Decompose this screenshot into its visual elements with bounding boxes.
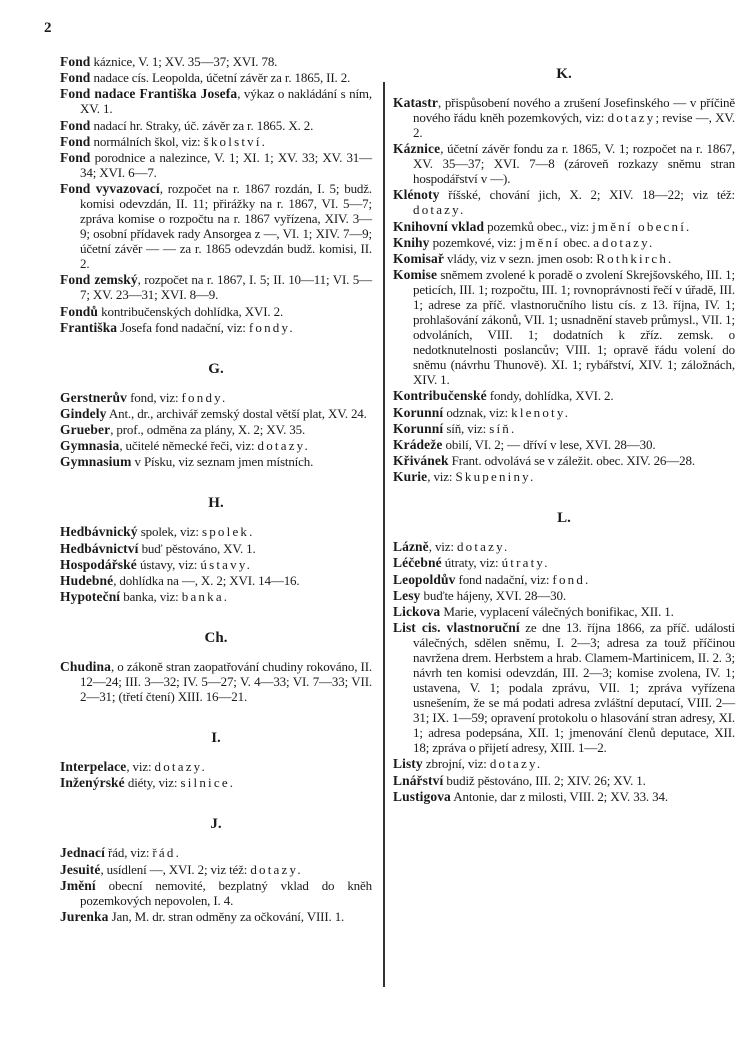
cross-reference: jmění (519, 234, 561, 250)
index-entry (60, 524, 372, 539)
entry-headword: Fond (60, 117, 91, 133)
entry-headword: Hospodářské (60, 556, 137, 572)
index-entry (393, 95, 735, 140)
entry-headword: Fond (60, 133, 91, 149)
cross-reference: Skupeniny. (455, 469, 536, 485)
entry-headword: Křivánek (393, 453, 449, 469)
cross-reference: banka. (181, 589, 230, 605)
index-entry (393, 555, 735, 570)
index-entry (393, 235, 735, 250)
index-entry (60, 845, 372, 860)
index-entry (60, 86, 372, 116)
index-entry (60, 304, 372, 319)
index-entry (60, 454, 372, 469)
entry-text: Ant., dr., archivář zemský dostal větší plat, XV. 24. (106, 405, 367, 421)
entry-headword: Kontribučenské (393, 388, 487, 404)
entry-text: řád, viz: (104, 845, 153, 861)
cross-reference: dotazy. (413, 202, 466, 218)
entry-text: síň, viz: (443, 420, 490, 436)
cross-reference: dotazy. (250, 861, 303, 877)
section-letter-heading: G. (208, 360, 224, 377)
cross-reference: školství. (203, 133, 268, 149)
entry-text: Frant. odvolává se v záležit. obec. XIV. 26—28. (448, 453, 695, 469)
entry-text: , účetní závěr fondu za r. 1865, V. 1; rozpočet na r. 1867, XV. 35—37; XVI. 7—8 (zároveň rozkazy sněmu stran hospodářství v —). (413, 141, 735, 187)
entry-headword: Léčebné (393, 555, 442, 571)
section-letter-heading: H. (208, 495, 224, 512)
entry-headword: Hypoteční (60, 589, 121, 605)
entry-text: , viz: (126, 759, 155, 775)
entry-text: , usídlení —, XVI. 2; viz též: (100, 861, 251, 877)
cross-reference: jmění obecní. (592, 218, 692, 234)
entry-text: normálních škol, viz: (90, 133, 204, 149)
cross-reference: útraty. (501, 555, 550, 571)
entry-text: diéty, viz: (124, 775, 181, 791)
entry-headword: Jednací (60, 845, 105, 861)
entry-headword: Krádeže (393, 436, 443, 452)
index-section (60, 816, 372, 924)
index-section (60, 730, 372, 790)
index-entry (60, 181, 372, 271)
index-entry (60, 272, 372, 302)
entry-text: fond, viz: (126, 389, 182, 405)
cross-reference: dotazy. (456, 539, 510, 555)
entry-headword: Knihy (393, 234, 430, 250)
index-entry (393, 572, 735, 587)
entry-headword: Fond (60, 70, 91, 86)
section-letter-heading: L. (557, 510, 571, 527)
entry-headword: Chudina (60, 659, 111, 675)
index-entry (60, 589, 372, 604)
entry-text: , učitelé německé řeči, viz: (119, 438, 258, 454)
entry-text: káznice, V. 1; XV. 35—37; XVI. 78. (90, 54, 278, 69)
entry-headword: Lesy (393, 587, 421, 603)
entry-text: útraty, viz: (441, 555, 502, 571)
cross-reference: síň. (489, 420, 517, 436)
entry-text: fond nadační, viz: (455, 571, 553, 587)
index-section (60, 361, 372, 470)
cross-reference: dotazy. (489, 756, 543, 772)
index-entry (60, 134, 372, 149)
index-entry (60, 150, 372, 180)
entry-headword: Lustigova (393, 788, 451, 804)
entry-text: obecní nemovité, bezplatný vklad do kněh pozemkových nepovolen, I. 4. (80, 877, 372, 908)
entry-text: porodnice a nalezince, V. 1; XI. 1; XV. 33; XV. 31—34; XVI. 6—7. (80, 149, 372, 180)
index-entry (60, 775, 372, 790)
cross-reference: dotazy. (154, 759, 207, 775)
index-entry (393, 539, 735, 554)
entry-headword: Grueber (60, 422, 111, 438)
entry-headword: Korunní (393, 420, 444, 436)
entry-headword: Klénoty (393, 187, 440, 203)
entry-text: Jan, M. dr. stran odměny za očkování, VIII. 1. (108, 908, 345, 924)
entry-text: Antonie, dar z milosti, VIII. 2; XV. 33. 34. (450, 788, 668, 804)
entry-text: nadací hr. Straky, úč. závěr za r. 1865. X. 2. (90, 117, 314, 133)
index-section (393, 66, 735, 484)
entry-text: ústavy, viz: (136, 556, 201, 572)
entry-headword: Lázně (393, 539, 429, 555)
entry-headword: Gindely (60, 405, 107, 421)
entry-headword: Katastr (393, 95, 438, 110)
entry-text: říšské, chování jich, X. 2; XIV. 18—22; viz též: (439, 187, 735, 203)
index-entry (393, 187, 735, 217)
entry-text: kontribučenských dohlídka, XVI. 2. (98, 303, 284, 319)
index-entry (393, 789, 735, 804)
entry-text: Josefa fond nadační, viz: (117, 319, 249, 335)
entry-headword: Gymnasium (60, 454, 132, 470)
entry-headword: Fond zemský (60, 272, 138, 288)
column-divider (383, 82, 385, 987)
index-entry (393, 453, 735, 468)
cross-reference: fondy. (248, 319, 295, 335)
index-entry (60, 54, 372, 69)
entry-text: , přispůsobení nového a zrušení Josefinského — v příčině nového řádu kněh pozemkových, viz: (413, 95, 735, 125)
entry-text: obec. a (560, 234, 602, 250)
entry-headword: Fond (60, 54, 91, 69)
entry-headword: Inženýrské (60, 775, 125, 791)
entry-text: , rozpočet na r. 1867, I. 5; II. 10—11; VI. 5—7; XV. 23—31; XVI. 8—9. (80, 272, 372, 303)
entry-headword: Komisař (393, 250, 444, 266)
cross-reference: dotazy. (601, 234, 655, 250)
index-entry (60, 862, 372, 877)
index-entry (60, 390, 372, 405)
entry-headword: Fondů (60, 303, 99, 319)
entry-text: , viz: (427, 469, 456, 485)
entry-headword: Hedbávnictví (60, 540, 139, 556)
index-entry (60, 659, 372, 704)
index-entry (393, 756, 735, 771)
cross-reference: silnice. (180, 775, 236, 791)
section-letter-heading: I. (211, 730, 221, 747)
index-entry (60, 557, 372, 572)
entry-text: v Písku, viz seznam jmen místních. (131, 454, 314, 470)
entry-headword: Kurie (393, 469, 428, 485)
index-entry (393, 388, 735, 403)
index-section (60, 630, 372, 704)
cross-reference: dotazy. (257, 438, 310, 454)
entry-text: , prof., odměna za plány, X. 2; XV. 35. (110, 422, 306, 438)
entry-headword: Listy (393, 756, 423, 772)
entry-headword: Gerstnerův (60, 389, 127, 405)
entry-text: spolek, viz: (137, 524, 202, 540)
entry-text: fondy, dohlídka, XVI. 2. (486, 388, 614, 404)
cross-reference: klenoty. (511, 404, 571, 420)
index-section (60, 495, 372, 604)
entry-text: sněmem zvolené k poradě o zvolení Skrejšovského, III. 1; peticích, III. 1; rozpočtu, III. 1; rovnoprávnosti řečí v úřadě, III. 1; adrese za příč. vlastnoručního listu cís. z 13. října, IV. 1; prohlašování zákonů, VII. 1; usnadnění staveb průmysl., VII. 1; odvoláních, VIII. 1; dodatních k zříz. zemsk. o nedotknutelnosti poslancův; VIII. 1; opravě řádu volení do sněmu (návrhu Thunově). XI. 1; rybářství, XIV. 1; záložnách, XIV. 1. (413, 267, 735, 388)
index-entry (393, 469, 735, 484)
entry-headword: Fond nadace Františka Josefa (60, 86, 238, 102)
section-letter-heading: Ch. (204, 630, 228, 647)
entry-headword: Káznice (393, 141, 441, 157)
index-entry (60, 320, 372, 335)
index-entry (60, 759, 372, 774)
entry-headword: Fond (60, 149, 91, 165)
index-entry (393, 604, 735, 619)
entry-headword: Gymnasia (60, 438, 120, 454)
entry-headword: Františka (60, 319, 118, 335)
index-section (393, 510, 735, 804)
entry-headword: Knihovní vklad (393, 218, 485, 234)
entry-text: pozemků obec., viz: (484, 218, 593, 234)
left-column (60, 54, 372, 950)
index-entry (393, 421, 735, 436)
entry-headword: Lnářství (393, 772, 444, 788)
index-entry (393, 405, 735, 420)
index-entry (393, 437, 735, 452)
index-entry (60, 118, 372, 133)
entry-text: obilí, VI. 2; — dříví v lese, XVI. 28—30. (442, 436, 656, 452)
index-entry (60, 422, 372, 437)
entry-text: Marie, vyplacení válečných bonifikac, XII. 1. (440, 604, 674, 619)
index-entry (60, 573, 372, 588)
entry-headword: Interpelace (60, 759, 127, 775)
index-entry (393, 141, 735, 186)
entry-headword: Jurenka (60, 908, 109, 924)
section-letter-heading: K. (556, 66, 572, 82)
index-entry (393, 219, 735, 234)
entry-text: ze dne 13. října 1866, za příč. události válečných, sdělen sněmu, I. 2—3; adresa za touž příčinou navržena drem. Herbstem a hrab. Clamem-Martinicem, II. 2. 3; návrh ten komisi odevzdán, III. 2—3; komise zvolena, IV. 1; ustavena, V. 1; podala zprávu, VII. 1; zpráva vyřízena usnešením, že se má podati adresa zvláštní deputací, VIII. 2—31; IX. 1—59; opravení protokolu o hlasování stran adresy, XI. 1; adresa podepsána, XII. 1; jmenování členů deputace, XII. 18; zpráva o přijetí adresy, XIII. 1—2. (413, 620, 735, 756)
right-column (393, 66, 735, 830)
index-entry (393, 588, 735, 603)
cross-reference: řád. (152, 845, 182, 861)
entry-headword: Komise (393, 267, 438, 283)
index-entry (60, 438, 372, 453)
index-entry (60, 406, 372, 421)
entry-headword: Hudebné (60, 573, 114, 588)
cross-reference: ústavy. (200, 556, 253, 572)
cross-reference: spolek. (201, 524, 255, 540)
entry-text: vlády, viz v sezn. jmen osob: (443, 250, 597, 266)
cross-reference: Rothkirch. (596, 250, 674, 266)
entry-text: , viz: (428, 539, 457, 555)
entry-headword: Korunní (393, 404, 444, 420)
entry-headword: List cis. vlastnoruční (393, 620, 520, 636)
entry-text: , výkaz o nakládání s ním, XV. 1. (80, 86, 372, 117)
entry-text: budiž pěstováno, III. 2; XIV. 26; XV. 1. (443, 772, 646, 788)
entry-headword: Hedbávnický (60, 524, 138, 540)
entry-headword: Jmění (60, 877, 96, 893)
index-entry (393, 620, 735, 755)
entry-headword: Lickova (393, 604, 441, 619)
section-letter-heading: J. (210, 816, 222, 833)
page-number: 2 (44, 20, 52, 36)
index-entry (393, 251, 735, 266)
entry-text: buďte hájeny, XVI. 28—30. (420, 587, 566, 603)
cross-reference: dotazy (607, 110, 656, 125)
entry-text: , rozpočet na r. 1867 rozdán, I. 5; budž. komisi odevzdán, II. 11; přirážky na r. 1867, VI. 5—7; zpráva komise o rozpočtu na r. 1867 vyřízena, XIV. 3—9; osobní přídavek rady Ansorgea z —, VI. 1; XIV. 7—9; účetní závěr — — za r. 1865 odevzdán budž. komisi, II. 2. (80, 181, 372, 272)
entry-text: banka, viz: (120, 589, 182, 605)
index-entry (60, 541, 372, 556)
entry-text: , dohlídka na —, X. 2; XVI. 14—16. (113, 573, 300, 588)
index-section (60, 54, 372, 335)
index-entry (393, 267, 735, 387)
entry-text: zbrojní, viz: (422, 756, 490, 772)
index-entry (393, 773, 735, 788)
entry-headword: Leopoldův (393, 571, 456, 587)
index-entry (60, 909, 372, 924)
cross-reference: fond. (552, 571, 591, 587)
entry-headword: Fond vyvazovací (60, 181, 160, 197)
entry-text: buď pěstováno, XV. 1. (138, 540, 256, 556)
entry-text: pozemkové, viz: (429, 234, 520, 250)
index-entry (60, 70, 372, 85)
entry-text: , o zákoně stran zaopatřování chudiny rokováno, II. 12—24; III. 3—32; IV. 5—27; V. 4—33; VI. 7—33; VII. 2—31; (třetí čtení) XIII. 16—21. (80, 659, 372, 705)
entry-headword: Jesuité (60, 861, 101, 877)
entry-text: ; revise —, XV. 2. (413, 110, 735, 140)
index-entry (60, 878, 372, 908)
entry-text: nadace cís. Leopolda, účetní závěr za r. 1865, II. 2. (90, 70, 351, 86)
entry-text: odznak, viz: (443, 404, 512, 420)
cross-reference: fondy. (181, 389, 228, 405)
